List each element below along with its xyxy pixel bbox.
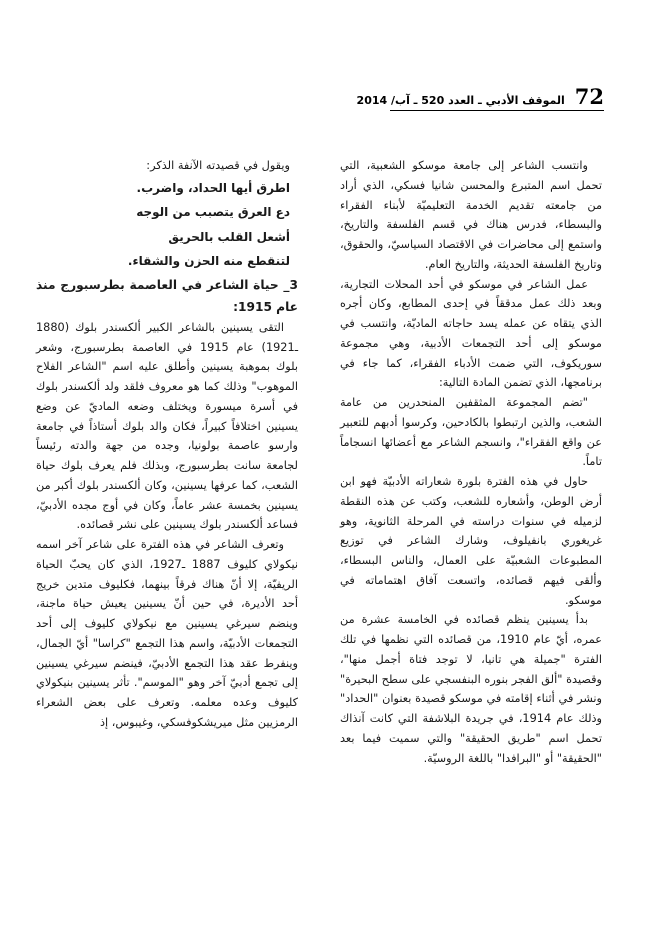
paragraph: عمل الشاعر في موسكو في أحد المحلات التجارية، وبعد ذلك عمل مدققاً في إحدى المطابع، وكان أجره الذي يتقاه عن عمله يسد حاجاته الماديّة، وانتسب في موسكو إلى أحد التجمعات الأدبية، وهي مجموعة سوريكوف، التي ضمت الأدباء الفقراء، كما جاء في برنامجها، الذي تضمن المادة التالية: (340, 277, 602, 390)
paragraph: التقى يسينين بالشاعر الكبير ألكسندر بلوك (1880 ـ1921) عام 1915 في العاصمة بطرسبورج، وشعر بلوك بموهبة يسينين وأطلق عليه اسم "الشاعر الفلاح الموهوب" وذلك كما هو معروف فلقد ولد ألكسندر بلوك في أسرة ميسورة ويختلف وضعه الماديّ عن وضع يسينين اختلافاً كبيراً، فكان والد بلوك أستاذاً في جامعة وارسو عاصمة بولونيا، وجده من جهة والدته رئيساً لجامعة سانت بطرسبورج، وبذلك فلم يعرف بلوك حياة الشعب، كما عرفها يسينين، وكان ألكسندر بلوك أكبر من يسينين بخمسة عشر عاماً، وكان في أوج مجده الأدبيّ، فساعد ألكسندر بلوك يسينين على نشر قصائده. (36, 320, 298, 532)
quoted-paragraph: "تضم المجموعة المثقفين المنحدرين من عامة الشعب، والذين ارتبطوا بالكادحين، وكرسوا أدبهم للتعبير عن واقع الفقراء"، وانسجم الشاعر مع أعضائها انسجاماً تاماً. (340, 396, 602, 469)
right-column (340, 156, 602, 768)
poem-line: لتنقطع منه الحزن والشقاء. (127, 254, 290, 269)
journal-issue-line: الموقف الأدبي ـ العدد 520 ـ آب/ 2014 (356, 94, 565, 107)
poem-line: اطرق أيها الحداد، واضرب. (136, 180, 290, 195)
poem-line: دع العرق يتصبب من الوجه (136, 205, 290, 220)
paragraph: وتعرف الشاعر في هذه الفترة على شاعر آخر اسمه نيكولاي كليوف 1887 ـ1927، الذي كان يحبّ الحياة الريفيّة، إلا أنّ هناك فرقاً بينهما، فكليوف متدين خريج أحد الأديرة، في حين أنّ يسينين يعيش حياة ماجنة، وينضم سيرغي يسينين مع نيكولاي كليوف إلى أحد التجمعات الأدبيّة، واسم هذا التجمع "كراسا" أيّ الجمال، وينفرط عقد هذا التجمع الأدبيّ، فينضم سيرغي يسينين إلى تجمع أدبيّ آخر وهو "الموسم". تأثر يسينين بنيكولاي كليوف وعده معلمه. وتعرف على بعض الشعراء الرمزيين مثل ميريشكوفسكي، وغيبوس، إذ (36, 538, 298, 729)
paragraph: وانتسب الشاعر إلى جامعة موسكو الشعبية، التي تحمل اسم المتبرع والمحسن شانيا فسكي، الذي أراد من جامعته تقديم الخدمة التعليميّة لأبناء الفقراء والبسطاء، فدرس هناك في قسم الفلسفة والتاريخ، واستمع إلى محاضرات في الاقتصاد السياسيّ، والحقوق، وتاريخ الفلسفة الحديثة، والتاريخ العام. (340, 159, 602, 271)
poem-line: أشعل القلب بالحريق (168, 229, 290, 244)
section-heading: 3_ حياة الشاعر في العاصمة بطرسبورج منذ عام 1915: (36, 277, 298, 314)
left-column (36, 156, 298, 733)
page-number: 72 (574, 84, 604, 109)
poem-block (36, 176, 298, 274)
header-rule (390, 110, 604, 111)
page-header (354, 86, 604, 108)
paragraph: بدأ يسينين ينظم قصائده في الخامسة عشرة من عمره، أيّ عام 1910، من قصائده التي نظمها في تلك الفترة "جميلة هي تانيا، لا توجد فتاة أجمل منها"، وقصيدة "ألق الفجر بنوره البنفسجي على سطح البحيرة" ونشر في أثناء إقامته في موسكو قصيدة بعنوان "الحداد" وذلك عام 1914، في جريدة البلاشفة التي كانت آنذاك تحمل اسم "طريق الحقيقة" والتي سميت فيما بعد "الحقيقة" أو "البرافدا" باللغة الروسيّة. (340, 613, 602, 765)
paragraph: حاول في هذه الفترة بلورة شعاراته الأدبيّة فهو ابن أرض الوطن، وأشعاره للشعب، وكتب عن هذه النقطة لزميله في سنوات دراسته في المرحلة الثانوية، وهو غريغوري بانفيلوف، وشارك الشاعر في توزيع المطبوعات الشعبيّة على العمال، والناس البسطاء، وألقى فيهم قصائده، واتسعت آفاق اهتماماته في موسكو. (340, 475, 602, 607)
poem-intro: ويقول في قصيدته الآنفة الذكر: (146, 159, 290, 172)
